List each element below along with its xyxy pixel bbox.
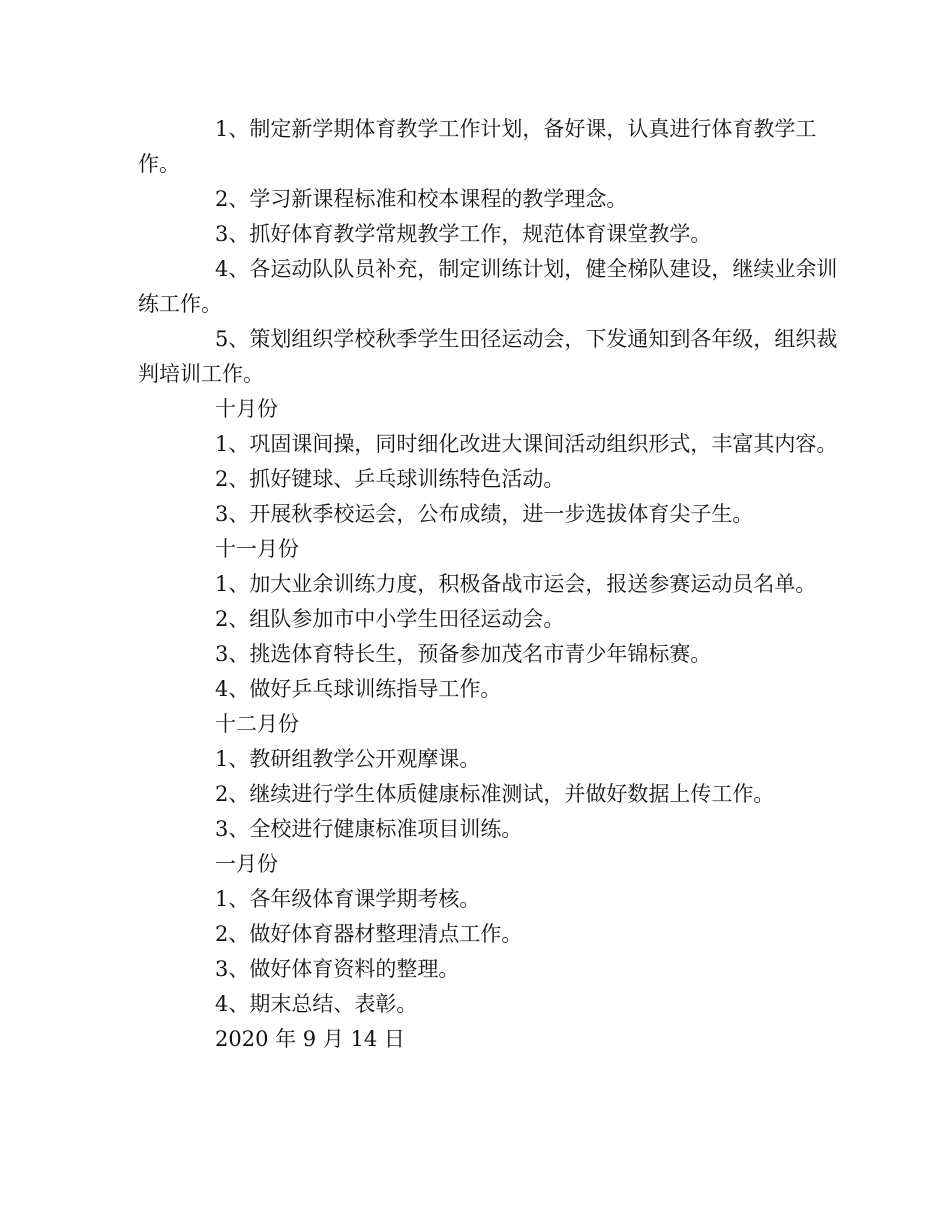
document-date: 2020 年 9 月 14 日 xyxy=(215,1027,405,1051)
section-heading-january: 一月份 xyxy=(215,852,278,876)
document-body xyxy=(138,112,838,1057)
paragraph-item-3: 3、抓好体育教学常规教学工作，规范体育课堂教学。 xyxy=(215,222,712,246)
november-item-2: 2、组队参加市中小学生田径运动会。 xyxy=(215,607,565,631)
october-item-2: 2、抓好键球、乒乓球训练特色活动。 xyxy=(215,467,565,491)
paragraph-item-4: 4、各运动队队员补充，制定训练计划，健全梯队建设，继续业余训练工作。 xyxy=(138,257,838,316)
section-heading-october: 十月份 xyxy=(215,397,278,421)
october-item-3: 3、开展秋季校运会，公布成绩，进一步选拔体育尖子生。 xyxy=(215,502,754,526)
november-item-1: 1、加大业余训练力度，积极备战市运会，报送参赛运动员名单。 xyxy=(215,572,817,596)
december-item-1: 1、教研组教学公开观摩课。 xyxy=(215,747,481,771)
january-item-3: 3、做好体育资料的整理。 xyxy=(215,957,460,981)
section-heading-december: 十二月份 xyxy=(215,712,299,736)
november-item-3: 3、挑选体育特长生，预备参加茂名市青少年锦标赛。 xyxy=(215,642,712,666)
january-item-4: 4、期末总结、表彰。 xyxy=(215,992,418,1016)
december-item-2: 2、继续进行学生体质健康标准测试，并做好数据上传工作。 xyxy=(215,782,775,806)
paragraph-item-2: 2、学习新课程标准和校本课程的教学理念。 xyxy=(215,187,628,211)
january-item-1: 1、各年级体育课学期考核。 xyxy=(215,887,481,911)
paragraph-item-1: 1、制定新学期体育教学工作计划，备好课，认真进行体育教学工作。 xyxy=(138,117,817,176)
december-item-3: 3、全校进行健康标准项目训练。 xyxy=(215,817,523,841)
paragraph-item-5: 5、策划组织学校秋季学生田径运动会，下发通知到各年级，组织裁判培训工作。 xyxy=(138,327,838,386)
november-item-4: 4、做好乒乓球训练指导工作。 xyxy=(215,677,502,701)
january-item-2: 2、做好体育器材整理清点工作。 xyxy=(215,922,523,946)
section-heading-november: 十一月份 xyxy=(215,537,299,561)
october-item-1: 1、巩固课间操，同时细化改进大课间活动组织形式，丰富其内容。 xyxy=(215,432,838,456)
